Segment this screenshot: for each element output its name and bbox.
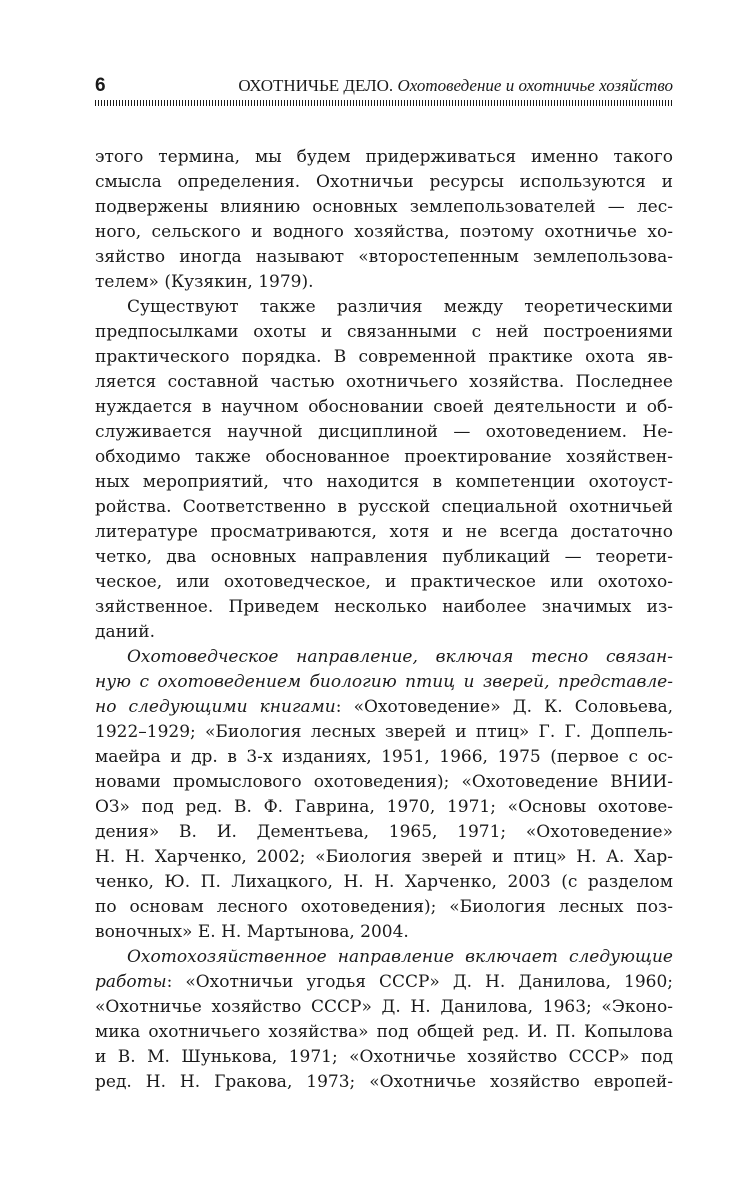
running-title	[238, 74, 673, 98]
text-line: ред. Н. Н. Гракова, 1973; «Охотничье хозяйство европей-	[95, 1072, 673, 1092]
text-line: мика охотничьего хозяйства» под общей ред. И. П. Копылова	[95, 1022, 673, 1042]
text-line: телем» (Кузякин, 1979).	[95, 272, 314, 292]
italic-run: но следующими книгами	[95, 697, 336, 717]
text-line: 1922–1929; «Биология лесных зверей и птиц» Г. Г. Доппель-	[95, 722, 673, 742]
text-line: этого термина, мы будем придерживаться именно такого	[95, 147, 673, 167]
running-title-book: ОХОТНИЧЬЕ ДЕЛО.	[238, 76, 394, 95]
text-line-mixed	[95, 970, 673, 995]
text-line: по основам лесного охотоведения); «Биология лесных поз-	[95, 897, 673, 917]
text-line: «Охотничье хозяйство СССР» Д. Н. Данилова, 1963; «Эконо-	[95, 997, 673, 1017]
running-header	[95, 74, 673, 98]
paragraph-2	[95, 295, 673, 645]
text-line: ляется составной частью охотничьего хозяйства. Последнее	[95, 372, 673, 392]
paragraph-1	[95, 145, 673, 295]
text-line: ченко, Ю. П. Лихацкого, Н. Н. Харченко, 2003 (с разделом	[95, 872, 673, 892]
text-line: ройства. Соответственно в русской специальной охотничьей	[95, 497, 673, 517]
paragraph-3	[95, 645, 673, 945]
text-line: предпосылками охоты и связанными с ней построениями	[95, 322, 673, 342]
text-line: зяйство иногда называют «второстепенным землепользова-	[95, 247, 673, 267]
running-title-section: Охотоведение и охотничье хозяйство	[397, 76, 673, 95]
text-line: маейра и др. в 3-х изданиях, 1951, 1966, 1975 (первое с ос-	[95, 747, 673, 767]
body-text	[95, 145, 673, 1095]
text-line: даний.	[95, 622, 155, 642]
regular-run: : «Охотничьи угодья СССР» Д. Н. Данилова, 1960;	[166, 972, 673, 992]
text-line: литературе просматриваются, хотя и не всегда достаточно	[95, 522, 673, 542]
text-line-mixed	[95, 695, 673, 720]
text-line: и В. М. Шунькова, 1971; «Охотничье хозяйство СССР» под	[95, 1047, 673, 1067]
paragraph-4	[95, 945, 673, 1095]
text-line: четко, два основных направления публикаций — теорети-	[95, 547, 673, 567]
text-line-italic: ную с охотоведением биологию птиц и зверей, представле-	[95, 672, 673, 692]
text-line: ОЗ» под ред. В. Ф. Гаврина, 1970, 1971; «Основы охотове-	[95, 797, 673, 817]
text-line: ных мероприятий, что находится в компетенции охотоуст-	[95, 472, 673, 492]
text-line-italic: Охотохозяйственное направление включает следующие	[127, 947, 673, 967]
text-line: дения» В. И. Дементьева, 1965, 1971; «Охотоведение»	[95, 822, 673, 842]
text-line: обходимо также обоснованное проектирование хозяйствен-	[95, 447, 673, 467]
text-line: смысла определения. Охотничьи ресурсы используются и	[95, 172, 673, 192]
text-line-italic: Охотоведческое направление, включая тесно связан-	[127, 647, 673, 667]
italic-run: работы	[95, 972, 167, 992]
text-line: служивается научной дисциплиной — охотоведением. Не-	[95, 422, 673, 442]
text-line: новами промыслового охотоведения); «Охотоведение ВНИИ-	[95, 772, 673, 792]
page-number: 6	[95, 75, 106, 96]
text-line: Существуют также различия между теоретическими	[127, 297, 673, 317]
text-line: воночных» Е. Н. Мартынова, 2004.	[95, 922, 409, 942]
text-line: Н. Н. Харченко, 2002; «Биология зверей и птиц» Н. А. Хар-	[95, 847, 673, 867]
text-line: практического порядка. В современной практике охота яв-	[95, 347, 673, 367]
header-dotted-rule	[95, 100, 673, 106]
text-line: зяйственное. Приведем несколько наиболее значимых из-	[95, 597, 673, 617]
text-line: подвержены влиянию основных землепользователей — лес-	[95, 197, 673, 217]
text-line: ного, сельского и водного хозяйства, поэтому охотничье хо-	[95, 222, 673, 242]
text-line: ческое, или охотоведческое, и практическое или охотохо-	[95, 572, 673, 592]
regular-run: : «Охотоведение» Д. К. Соловьева,	[335, 697, 674, 717]
text-line: нуждается в научном обосновании своей деятельности и об-	[95, 397, 673, 417]
